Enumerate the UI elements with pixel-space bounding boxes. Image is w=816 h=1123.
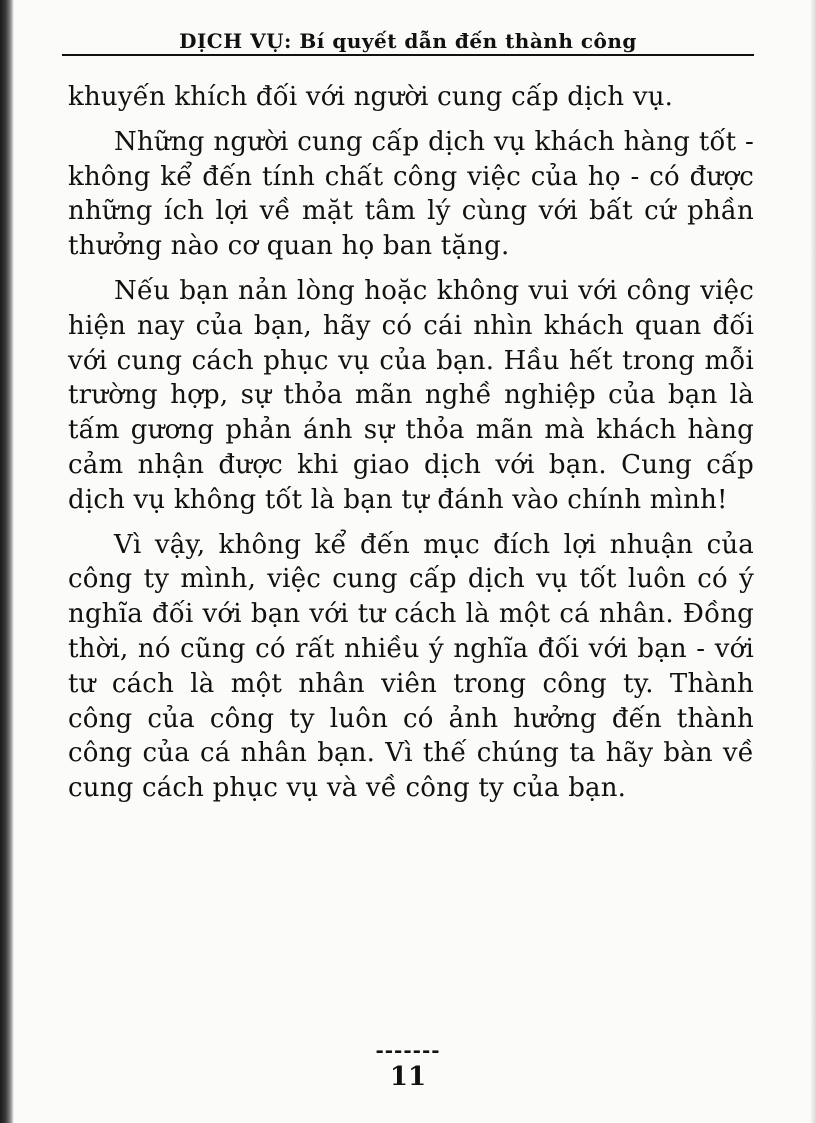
page-edge-shadow	[810, 0, 816, 1123]
paragraph: Nếu bạn nản lòng hoặc không vui với công việc hiện nay của bạn, hãy có cái nhìn khách quan đối với cung cách phục vụ của bạn. Hầu hết trong mỗi trường hợp, sự thỏa mãn nghề nghiệp của bạn là tấm gương phản ánh sự thỏa mãn mà khách hàng cảm nhận được khi giao dịch với bạn. Cung cấp dịch vụ không tốt là bạn tự đánh vào chính mình!	[68, 275, 754, 515]
body-text	[68, 80, 754, 816]
running-header: DỊCH VỤ: Bí quyết dẫn đến thành công	[62, 28, 754, 56]
paragraph-continued: khuyến khích đối với người cung cấp dịch vụ.	[68, 82, 674, 112]
page-spine-shadow	[0, 0, 14, 1123]
footer-divider: -------	[375, 1038, 441, 1062]
paragraph: Những người cung cấp dịch vụ khách hàng tốt - không kể đến tính chất công việc của họ - có được những ích lợi về mặt tâm lý cùng với bất cứ phần thưởng nào cơ quan họ ban tặng.	[68, 126, 754, 262]
page-number: 11	[389, 1062, 427, 1092]
paragraph: Vì vậy, không kể đến mục đích lợi nhuận của công ty mình, việc cung cấp dịch vụ tốt luôn có ý nghĩa đối với bạn với tư cách là một cá nhân. Đồng thời, nó cũng có rất nhiều ý nghĩa đối với bạn - với tư cách là một nhân viên trong công ty. Thành công của công ty luôn có ảnh hưởng đến thành công của cá nhân bạn. Vì thế chúng ta hãy bàn về cung cách phục vụ và về công ty của bạn.	[68, 529, 754, 804]
